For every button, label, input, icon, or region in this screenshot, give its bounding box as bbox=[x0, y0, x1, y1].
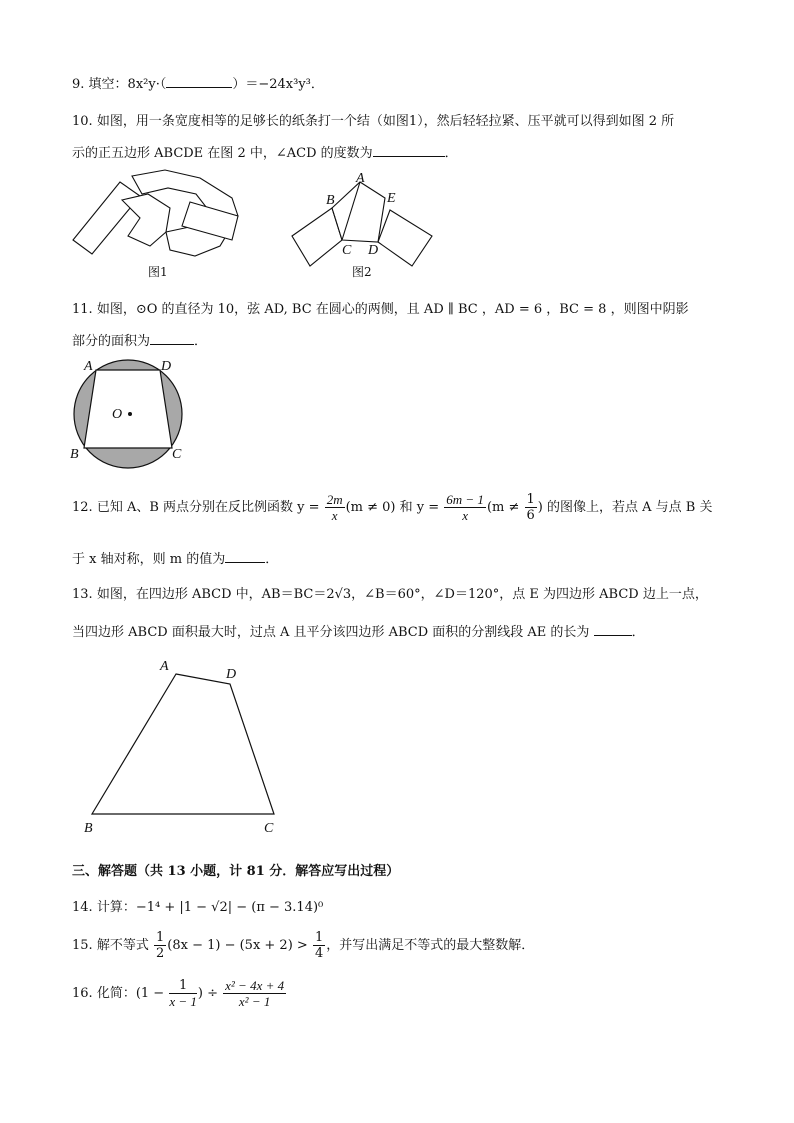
q15-pre: 解不等式 bbox=[96, 938, 149, 953]
q13-figure bbox=[80, 654, 290, 839]
q11-label-a: A bbox=[84, 359, 93, 374]
q12-cond-2: (m ≠ bbox=[486, 500, 520, 515]
q12-fraction-2 bbox=[444, 492, 486, 523]
q12-cond-1: (m ≠ 0) 和 y = bbox=[345, 500, 440, 515]
fig2-label-e: E bbox=[387, 191, 396, 206]
pentagon-abcde bbox=[332, 182, 385, 242]
q16-pre: 化简：(1 − bbox=[96, 986, 165, 1001]
q16-frac1-den: x − 1 bbox=[169, 994, 197, 1009]
q9-text: 填空：8x²y·（ bbox=[88, 77, 167, 92]
q12-text-pre: 已知 A、B 两点分别在反比例函数 y = bbox=[96, 500, 320, 515]
q15-frac1-den: 2 bbox=[155, 946, 165, 961]
q13-answer-blank[interactable] bbox=[594, 624, 632, 636]
q11-label-d: D bbox=[161, 359, 172, 374]
q15-frac2-den: 4 bbox=[314, 946, 324, 961]
q12-number: 12. bbox=[72, 500, 93, 515]
q11-label-b: B bbox=[70, 447, 79, 462]
knot-inner bbox=[122, 194, 170, 246]
question-14 bbox=[72, 896, 323, 915]
q12-line-2 bbox=[72, 548, 278, 567]
q14-number: 14. bbox=[72, 900, 93, 915]
q15-number: 15. bbox=[72, 938, 93, 953]
fig1-caption: 图1 bbox=[148, 265, 168, 279]
q10-number: 10. bbox=[72, 114, 93, 129]
q13-number: 13. bbox=[72, 587, 93, 602]
fig2-label-c: C bbox=[342, 243, 352, 258]
q15-post: ，并写出满足不等式的最大整数解． bbox=[326, 938, 535, 953]
q15-fraction-1 bbox=[154, 930, 166, 961]
q12-text-post: ) 的图像上，若点 A 与点 B 关 bbox=[537, 500, 713, 515]
q10-text-2: 示的正五边形 ABCDE 在图 2 中，∠ACD 的度数为 bbox=[72, 146, 373, 161]
q12-frac3-den: 6 bbox=[526, 508, 535, 523]
q13-line-2 bbox=[72, 621, 645, 640]
fig2-label-b: B bbox=[326, 193, 335, 208]
q16-mid: ) ÷ bbox=[197, 986, 218, 1001]
q16-frac1-num: 1 bbox=[169, 978, 197, 994]
strip-right bbox=[378, 210, 432, 266]
q12-line-1 bbox=[72, 492, 712, 523]
q12-frac1-num: 2m bbox=[326, 492, 343, 507]
fig2-label-d: D bbox=[368, 243, 379, 258]
center-point bbox=[128, 412, 132, 416]
q11-text-2: 部分的面积为 bbox=[72, 334, 151, 349]
q15-frac2-num: 1 bbox=[314, 930, 324, 945]
q9-text-end: ）＝−24x³y³． bbox=[232, 77, 324, 92]
q15-mid: (8x − 1) − (5x + 2) > bbox=[167, 938, 308, 953]
q16-frac2-num: x² − 4x + 4 bbox=[225, 978, 285, 993]
q13-text-2: 当四边形 ABCD 面积最大时，过点 A 且平分该四边形 ABCD 面积的分割线段 AE 的长为 bbox=[72, 625, 590, 640]
q11-figure bbox=[60, 354, 200, 464]
q9-number: 9. bbox=[72, 77, 85, 92]
q12-frac3-num: 1 bbox=[526, 492, 535, 507]
q16-fraction-1 bbox=[169, 978, 197, 1009]
q11-label-o: O bbox=[112, 407, 123, 422]
q12-period: ． bbox=[265, 552, 279, 567]
q10-figure-2 bbox=[290, 170, 440, 282]
q11-period: ． bbox=[194, 334, 208, 349]
q12-fraction-3 bbox=[525, 492, 537, 523]
q12-text-2: 于 x 轴对称，则 m 的值为 bbox=[72, 552, 226, 567]
fig2-label-a: A bbox=[356, 171, 365, 186]
q13-period: ． bbox=[631, 625, 645, 640]
q10-line-2 bbox=[72, 142, 458, 161]
q11-answer-blank[interactable] bbox=[150, 333, 194, 345]
q15-fraction-2 bbox=[313, 930, 325, 961]
knot-strip-left bbox=[73, 182, 140, 254]
q13-label-a: A bbox=[160, 659, 169, 674]
question-15 bbox=[72, 930, 534, 961]
q13-label-b: B bbox=[84, 821, 93, 836]
q13-line-1 bbox=[72, 583, 708, 602]
q14-text: 计算：−1⁴ + |1 − √2| − (π − 3.14)⁰ bbox=[96, 900, 324, 915]
q10-period: ． bbox=[444, 146, 458, 161]
q12-answer-blank[interactable] bbox=[225, 551, 265, 563]
q10-line-1 bbox=[72, 110, 674, 129]
q16-number: 16. bbox=[72, 986, 93, 1001]
q13-label-d: D bbox=[226, 667, 237, 682]
q16-fraction-2 bbox=[223, 978, 286, 1009]
q15-frac1-num: 1 bbox=[155, 930, 165, 945]
q11-number: 11. bbox=[72, 302, 93, 317]
q12-frac1-den: x bbox=[331, 508, 338, 523]
trapezoid-adcb bbox=[84, 370, 172, 448]
q13-text-1: 如图，在四边形 ABCD 中，AB＝BC＝2√3，∠B＝60°，∠D＝120°，点 E 为四边形 ABCD 边上一点， bbox=[96, 587, 708, 602]
q10-answer-blank[interactable] bbox=[373, 145, 445, 157]
fig2-caption: 图2 bbox=[352, 265, 372, 279]
section-3-title: 三、解答题（共 13 小题，计 81 分．解答应写出过程） bbox=[72, 864, 400, 879]
q11-label-c: C bbox=[172, 447, 182, 462]
q12-fraction-1 bbox=[325, 492, 345, 523]
q12-frac2-den: x bbox=[462, 508, 468, 523]
quadrilateral-abcd bbox=[92, 674, 274, 814]
q10-text-1: 如图，用一条宽度相等的足够长的纸条打一个结（如图1），然后轻轻拉紧、压平就可以得到如图 2 所 bbox=[96, 114, 675, 129]
q9-answer-blank[interactable] bbox=[166, 76, 232, 88]
question-16 bbox=[72, 978, 287, 1009]
q16-frac2-den: x² − 1 bbox=[238, 994, 271, 1009]
q10-figure-1 bbox=[70, 168, 240, 280]
q12-frac2-num: 6m − 1 bbox=[446, 492, 484, 507]
question-9 bbox=[72, 73, 324, 92]
q11-text-1: 如图，⊙O 的直径为 10，弦 AD, BC 在圆心的两侧，且 AD ∥ BC ，AD = 6 ，BC = 8 ，则图中阴影 bbox=[96, 302, 689, 317]
q11-line-2 bbox=[72, 330, 207, 349]
q11-line-1 bbox=[72, 298, 689, 317]
q13-label-c: C bbox=[264, 821, 274, 836]
